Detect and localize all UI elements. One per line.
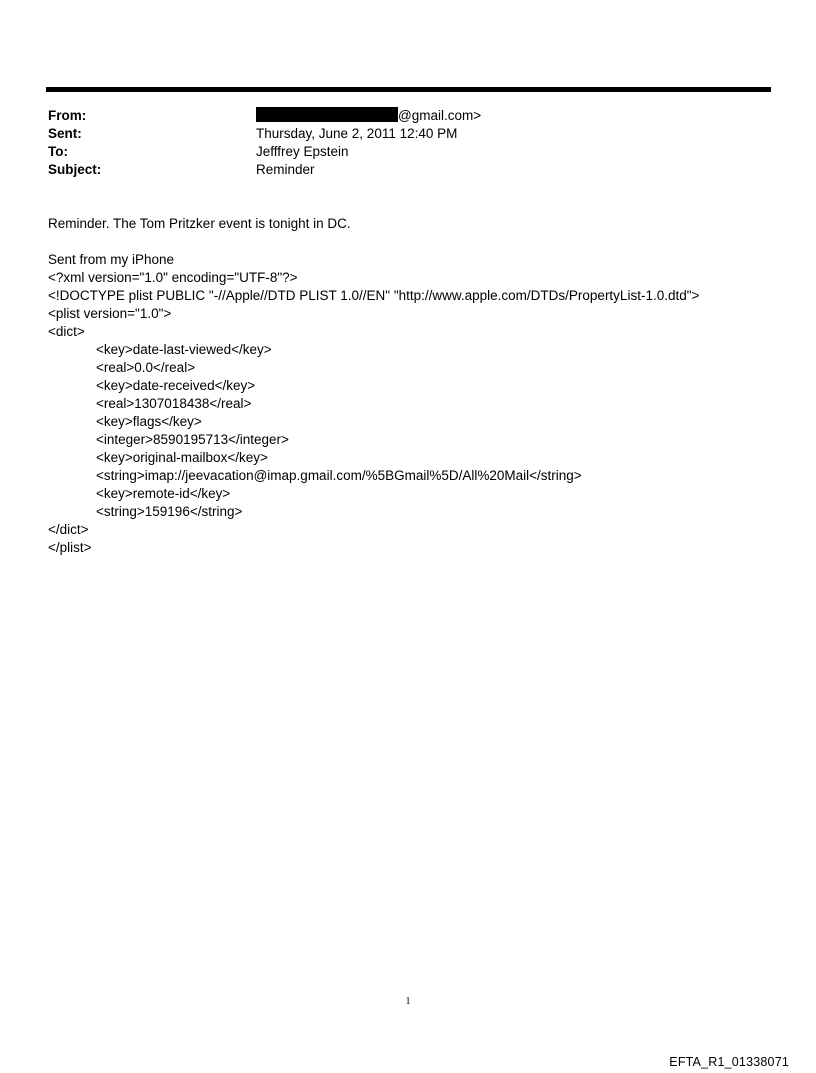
sent-value: Thursday, June 2, 2011 12:40 PM [256, 126, 458, 141]
sent-label: Sent: [48, 126, 82, 141]
header-divider [46, 87, 771, 92]
from-value: @gmail.com> [398, 108, 482, 123]
subject-label: Subject: [48, 162, 102, 177]
email-body [48, 215, 788, 557]
email-header [48, 107, 748, 179]
dict-line: <key>flags</key> [96, 414, 202, 429]
subject-row [48, 161, 748, 179]
subject-value: Reminder [256, 162, 315, 177]
to-value: Jefffrey Epstein [256, 144, 349, 159]
paragraph-gap [48, 233, 788, 251]
from-label: From: [48, 108, 87, 123]
dict-line: <string>imap://jeevacation@imap.gmail.com/%5BGmail%5D/All%20Mail</string> [96, 468, 582, 483]
to-label: To: [48, 144, 68, 159]
message-text: Reminder. The Tom Pritzker event is tonight in DC. [48, 216, 351, 231]
xml-line: <!DOCTYPE plist PUBLIC "-//Apple//DTD PLIST 1.0//EN" "http://www.apple.com/DTDs/PropertyList-1.0.dtd"> [48, 288, 700, 303]
from-row [48, 107, 748, 125]
dict-line: <string>159196</string> [96, 504, 243, 519]
xml-line: <?xml version="1.0" encoding="UTF-8"?> [48, 270, 298, 285]
page-number: 1 [405, 996, 411, 1007]
dict-line: <key>date-received</key> [96, 378, 256, 393]
dict-line: <key>original-mailbox</key> [96, 450, 268, 465]
dict-line: <integer>8590195713</integer> [96, 432, 289, 447]
from-value-container [256, 107, 481, 125]
sent-row [48, 125, 748, 143]
dict-line: <key>remote-id</key> [96, 486, 231, 501]
document-id: EFTA_R1_01338071 [669, 1055, 789, 1069]
to-row [48, 143, 748, 161]
closing-line: </dict> [48, 522, 89, 537]
dict-line: <key>date-last-viewed</key> [96, 342, 272, 357]
redaction-bar [256, 107, 398, 122]
dict-line: <real>0.0</real> [96, 360, 196, 375]
signature-text: Sent from my iPhone [48, 252, 175, 267]
xml-line: <plist version="1.0"> [48, 306, 172, 321]
xml-line: <dict> [48, 324, 85, 339]
closing-line: </plist> [48, 540, 92, 555]
dict-line: <real>1307018438</real> [96, 396, 252, 411]
